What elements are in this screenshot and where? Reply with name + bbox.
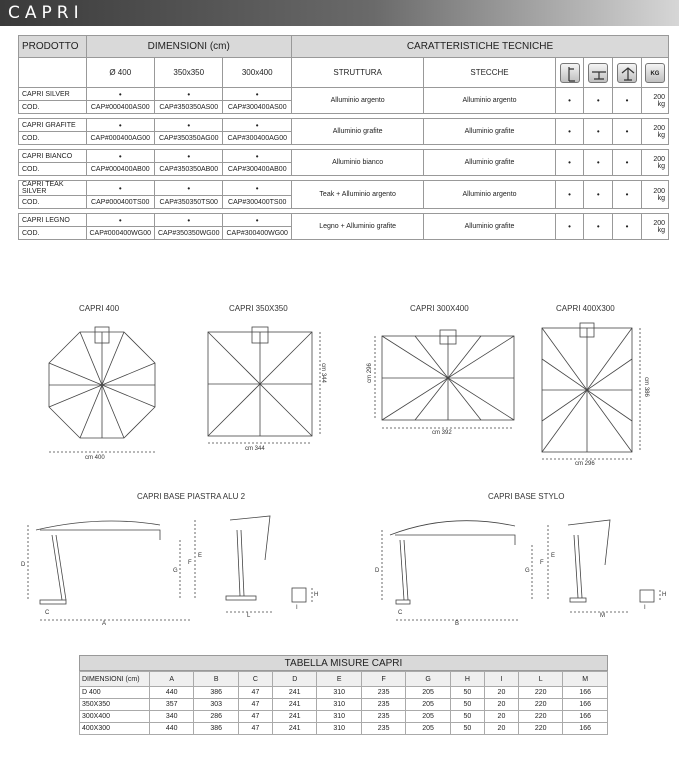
product-name: CAPRI GRAFITE bbox=[19, 119, 87, 132]
feature-dot: • bbox=[584, 150, 613, 176]
letter-label: A bbox=[102, 621, 107, 627]
product-code: CAP#350350WG00 bbox=[154, 227, 222, 240]
struttura-value: Alluminio bianco bbox=[291, 150, 423, 176]
measures-cell: 310 bbox=[317, 699, 361, 711]
measures-cell: 47 bbox=[238, 723, 272, 735]
measures-row bbox=[80, 687, 608, 699]
measures-cell: 50 bbox=[450, 711, 484, 723]
product-code: CAP#000400WG00 bbox=[86, 227, 154, 240]
struttura-value: Alluminio argento bbox=[291, 88, 423, 114]
measures-cell: 50 bbox=[450, 687, 484, 699]
availability-dot: • bbox=[154, 150, 222, 163]
dim-label: cm 344 bbox=[319, 363, 326, 383]
letter-label: E bbox=[198, 553, 203, 559]
feature-dot: • bbox=[555, 88, 584, 114]
dim-label: cm 296 bbox=[575, 461, 595, 467]
letter-label: E bbox=[551, 553, 556, 559]
letter-label: D bbox=[375, 568, 380, 574]
canopy-arm bbox=[36, 521, 160, 530]
product-name: CAPRI LEGNO bbox=[19, 214, 87, 227]
dim-label: cm 296 bbox=[366, 363, 373, 383]
product-code: CAP#300400AB00 bbox=[223, 163, 291, 176]
measures-cell: 220 bbox=[519, 723, 563, 735]
availability-dot: • bbox=[223, 181, 291, 196]
measures-cell: 386 bbox=[194, 687, 238, 699]
measures-cell: 350X350 bbox=[80, 699, 150, 711]
measures-cell: 20 bbox=[484, 687, 518, 699]
feature-dot: • bbox=[555, 119, 584, 145]
measures-cell: 166 bbox=[563, 711, 608, 723]
dim-label: cm 344 bbox=[245, 446, 265, 452]
availability-dot: • bbox=[223, 214, 291, 227]
availability-dot: • bbox=[154, 214, 222, 227]
measures-cell: 47 bbox=[238, 687, 272, 699]
product-code: CAP#000400AB00 bbox=[86, 163, 154, 176]
measures-cell: 166 bbox=[563, 723, 608, 735]
measures-cell: 303 bbox=[194, 699, 238, 711]
canopy-arm-stylo bbox=[390, 521, 515, 535]
cod-label: COD. bbox=[19, 227, 87, 240]
product-code: CAP#350350AB00 bbox=[154, 163, 222, 176]
measures-header-cell: DIMENSIONI (cm) bbox=[80, 672, 150, 687]
drawing-title: CAPRI BASE PIASTRA ALU 2 bbox=[137, 492, 246, 501]
drawing-title: CAPRI 300X400 bbox=[410, 304, 469, 313]
measures-table bbox=[79, 655, 608, 735]
measures-header-cell: A bbox=[150, 672, 194, 687]
measures-row bbox=[80, 711, 608, 723]
measures-header-cell: E bbox=[317, 672, 361, 687]
feature-dot: • bbox=[613, 150, 642, 176]
product-code: CAP#000400AG00 bbox=[86, 132, 154, 145]
measures-cell: 286 bbox=[194, 711, 238, 723]
feature-dot: • bbox=[555, 181, 584, 209]
dim-header: Ø 400 bbox=[86, 58, 154, 88]
measures-cell: 205 bbox=[406, 687, 450, 699]
dim-label: cm 392 bbox=[432, 430, 452, 436]
feature-dot: • bbox=[584, 88, 613, 114]
drawing-title: CAPRI 400 bbox=[79, 304, 120, 313]
weight-value: 200 kg bbox=[641, 181, 668, 209]
measures-header-cell: D bbox=[273, 672, 317, 687]
weight-value: 200 kg bbox=[641, 214, 668, 240]
measures-header-cell: G bbox=[406, 672, 450, 687]
measures-cell: 47 bbox=[238, 699, 272, 711]
product-code: CAP#300400AG00 bbox=[223, 132, 291, 145]
measures-cell: 220 bbox=[519, 699, 563, 711]
letter-label: I bbox=[296, 605, 298, 611]
measures-cell: 357 bbox=[150, 699, 194, 711]
cod-label: COD. bbox=[19, 132, 87, 145]
measures-cell: 205 bbox=[406, 699, 450, 711]
availability-dot: • bbox=[154, 88, 222, 101]
feature-dot: • bbox=[584, 181, 613, 209]
product-code: CAP#350350AG00 bbox=[154, 132, 222, 145]
letter-label: H bbox=[662, 592, 667, 598]
drawing-title: CAPRI BASE STYLO bbox=[488, 492, 565, 501]
measures-cell: 241 bbox=[273, 723, 317, 735]
measures-cell: 440 bbox=[150, 687, 194, 699]
measures-row bbox=[80, 699, 608, 711]
measures-cell: 235 bbox=[361, 711, 405, 723]
measures-cell: 205 bbox=[406, 711, 450, 723]
measures-header-cell: L bbox=[519, 672, 563, 687]
col-dimensioni: DIMENSIONI (cm) bbox=[86, 36, 291, 58]
page-title: CAPRI bbox=[8, 3, 84, 23]
product-code: CAP#300400TS00 bbox=[223, 196, 291, 209]
measures-header-cell: B bbox=[194, 672, 238, 687]
cod-label: COD. bbox=[19, 196, 87, 209]
feature-dot: • bbox=[555, 150, 584, 176]
availability-dot: • bbox=[223, 119, 291, 132]
weight-value: 200 kg bbox=[641, 150, 668, 176]
drawing-title: CAPRI 350X350 bbox=[229, 304, 288, 313]
letter-label: B bbox=[455, 621, 460, 627]
product-name: CAPRI TEAK SILVER bbox=[19, 181, 87, 196]
struttura-value: Legno + Alluminio grafite bbox=[291, 214, 423, 240]
product-code: CAP#000400TS00 bbox=[86, 196, 154, 209]
measures-cell: 235 bbox=[361, 723, 405, 735]
measures-header-cell: F bbox=[361, 672, 405, 687]
availability-dot: • bbox=[154, 119, 222, 132]
availability-dot: • bbox=[223, 150, 291, 163]
product-code: CAP#350350AS00 bbox=[154, 101, 222, 114]
feature-dot: • bbox=[613, 181, 642, 209]
col-caratteristiche: CARATTERISTICHE TECNICHE bbox=[291, 36, 668, 58]
product-name: CAPRI BIANCO bbox=[19, 150, 87, 163]
stecche-value: Alluminio argento bbox=[424, 181, 555, 209]
letter-label: L bbox=[247, 613, 251, 619]
letter-label: G bbox=[173, 568, 178, 574]
availability-dot: • bbox=[86, 214, 154, 227]
feature-dot: • bbox=[584, 119, 613, 145]
product-code: CAP#350350TS00 bbox=[154, 196, 222, 209]
dim-label: cm 400 bbox=[85, 455, 105, 461]
struttura-value: Alluminio grafite bbox=[291, 119, 423, 145]
stecche-value: Alluminio grafite bbox=[424, 150, 555, 176]
measures-cell: 166 bbox=[563, 687, 608, 699]
letter-label: C bbox=[398, 610, 403, 616]
struttura-header: STRUTTURA bbox=[291, 58, 423, 88]
measures-cell: 50 bbox=[450, 699, 484, 711]
measures-cell: 20 bbox=[484, 723, 518, 735]
availability-dot: • bbox=[86, 119, 154, 132]
product-code: CAP#300400WG00 bbox=[223, 227, 291, 240]
feature-dot: • bbox=[613, 214, 642, 240]
measures-cell: 220 bbox=[519, 687, 563, 699]
product-code: CAP#000400AS00 bbox=[86, 101, 154, 114]
letter-label: F bbox=[188, 560, 192, 566]
measures-header-cell: H bbox=[450, 672, 484, 687]
availability-dot: • bbox=[86, 150, 154, 163]
measures-cell: 20 bbox=[484, 711, 518, 723]
letter-label: H bbox=[314, 592, 319, 598]
cod-label: COD. bbox=[19, 101, 87, 114]
letter-label: F bbox=[540, 560, 544, 566]
measures-cell: 205 bbox=[406, 723, 450, 735]
availability-dot: • bbox=[86, 181, 154, 196]
weight-kg-icon: KG bbox=[645, 63, 665, 83]
measures-cell: 235 bbox=[361, 699, 405, 711]
measures-cell: 310 bbox=[317, 723, 361, 735]
feature-dot: • bbox=[613, 88, 642, 114]
measures-cell: 47 bbox=[238, 711, 272, 723]
weight-value: 200 kg bbox=[641, 119, 668, 145]
feature-dot: • bbox=[584, 214, 613, 240]
measures-cell: 50 bbox=[450, 723, 484, 735]
dim-header: 300x400 bbox=[223, 58, 291, 88]
measures-cell: 310 bbox=[317, 711, 361, 723]
product-code: CAP#300400AS00 bbox=[223, 101, 291, 114]
measures-cell: D 400 bbox=[80, 687, 150, 699]
measures-cell: 241 bbox=[273, 699, 317, 711]
letter-label: I bbox=[644, 605, 646, 611]
measures-cell: 310 bbox=[317, 687, 361, 699]
measures-cell: 300X400 bbox=[80, 711, 150, 723]
measures-cell: 20 bbox=[484, 699, 518, 711]
dim-label: cm 386 bbox=[642, 377, 649, 397]
stecche-header: STECCHE bbox=[424, 58, 555, 88]
availability-dot: • bbox=[223, 88, 291, 101]
col-prodotto: PRODOTTO bbox=[19, 36, 87, 58]
measures-header-cell: I bbox=[484, 672, 518, 687]
feature-dot: • bbox=[613, 119, 642, 145]
measures-cell: 340 bbox=[150, 711, 194, 723]
measures-header-cell: C bbox=[238, 672, 272, 687]
measures-cell: 241 bbox=[273, 687, 317, 699]
weight-value: 200 kg bbox=[641, 88, 668, 114]
stecche-value: Alluminio grafite bbox=[424, 119, 555, 145]
measures-cell: 166 bbox=[563, 699, 608, 711]
measures-cell: 440 bbox=[150, 723, 194, 735]
dim-header: 350x350 bbox=[154, 58, 222, 88]
availability-dot: • bbox=[154, 181, 222, 196]
letter-label: G bbox=[525, 568, 530, 574]
measures-cell: 400X300 bbox=[80, 723, 150, 735]
letter-label: M bbox=[600, 613, 605, 619]
stecche-value: Alluminio grafite bbox=[424, 214, 555, 240]
cod-label: COD. bbox=[19, 163, 87, 176]
feature-dot: • bbox=[555, 214, 584, 240]
availability-dot: • bbox=[86, 88, 154, 101]
measures-cell: 220 bbox=[519, 711, 563, 723]
measures-cell: 386 bbox=[194, 723, 238, 735]
stecche-value: Alluminio argento bbox=[424, 88, 555, 114]
product-name: CAPRI SILVER bbox=[19, 88, 87, 101]
measures-row bbox=[80, 723, 608, 735]
measures-cell: 241 bbox=[273, 711, 317, 723]
drawing-title: CAPRI 400X300 bbox=[556, 304, 615, 313]
letter-label: C bbox=[45, 610, 50, 616]
measures-header-cell: M bbox=[563, 672, 608, 687]
measures-title: TABELLA MISURE CAPRI bbox=[79, 655, 608, 671]
measures-cell: 235 bbox=[361, 687, 405, 699]
letter-label: D bbox=[21, 562, 26, 568]
struttura-value: Teak + Alluminio argento bbox=[291, 181, 423, 209]
